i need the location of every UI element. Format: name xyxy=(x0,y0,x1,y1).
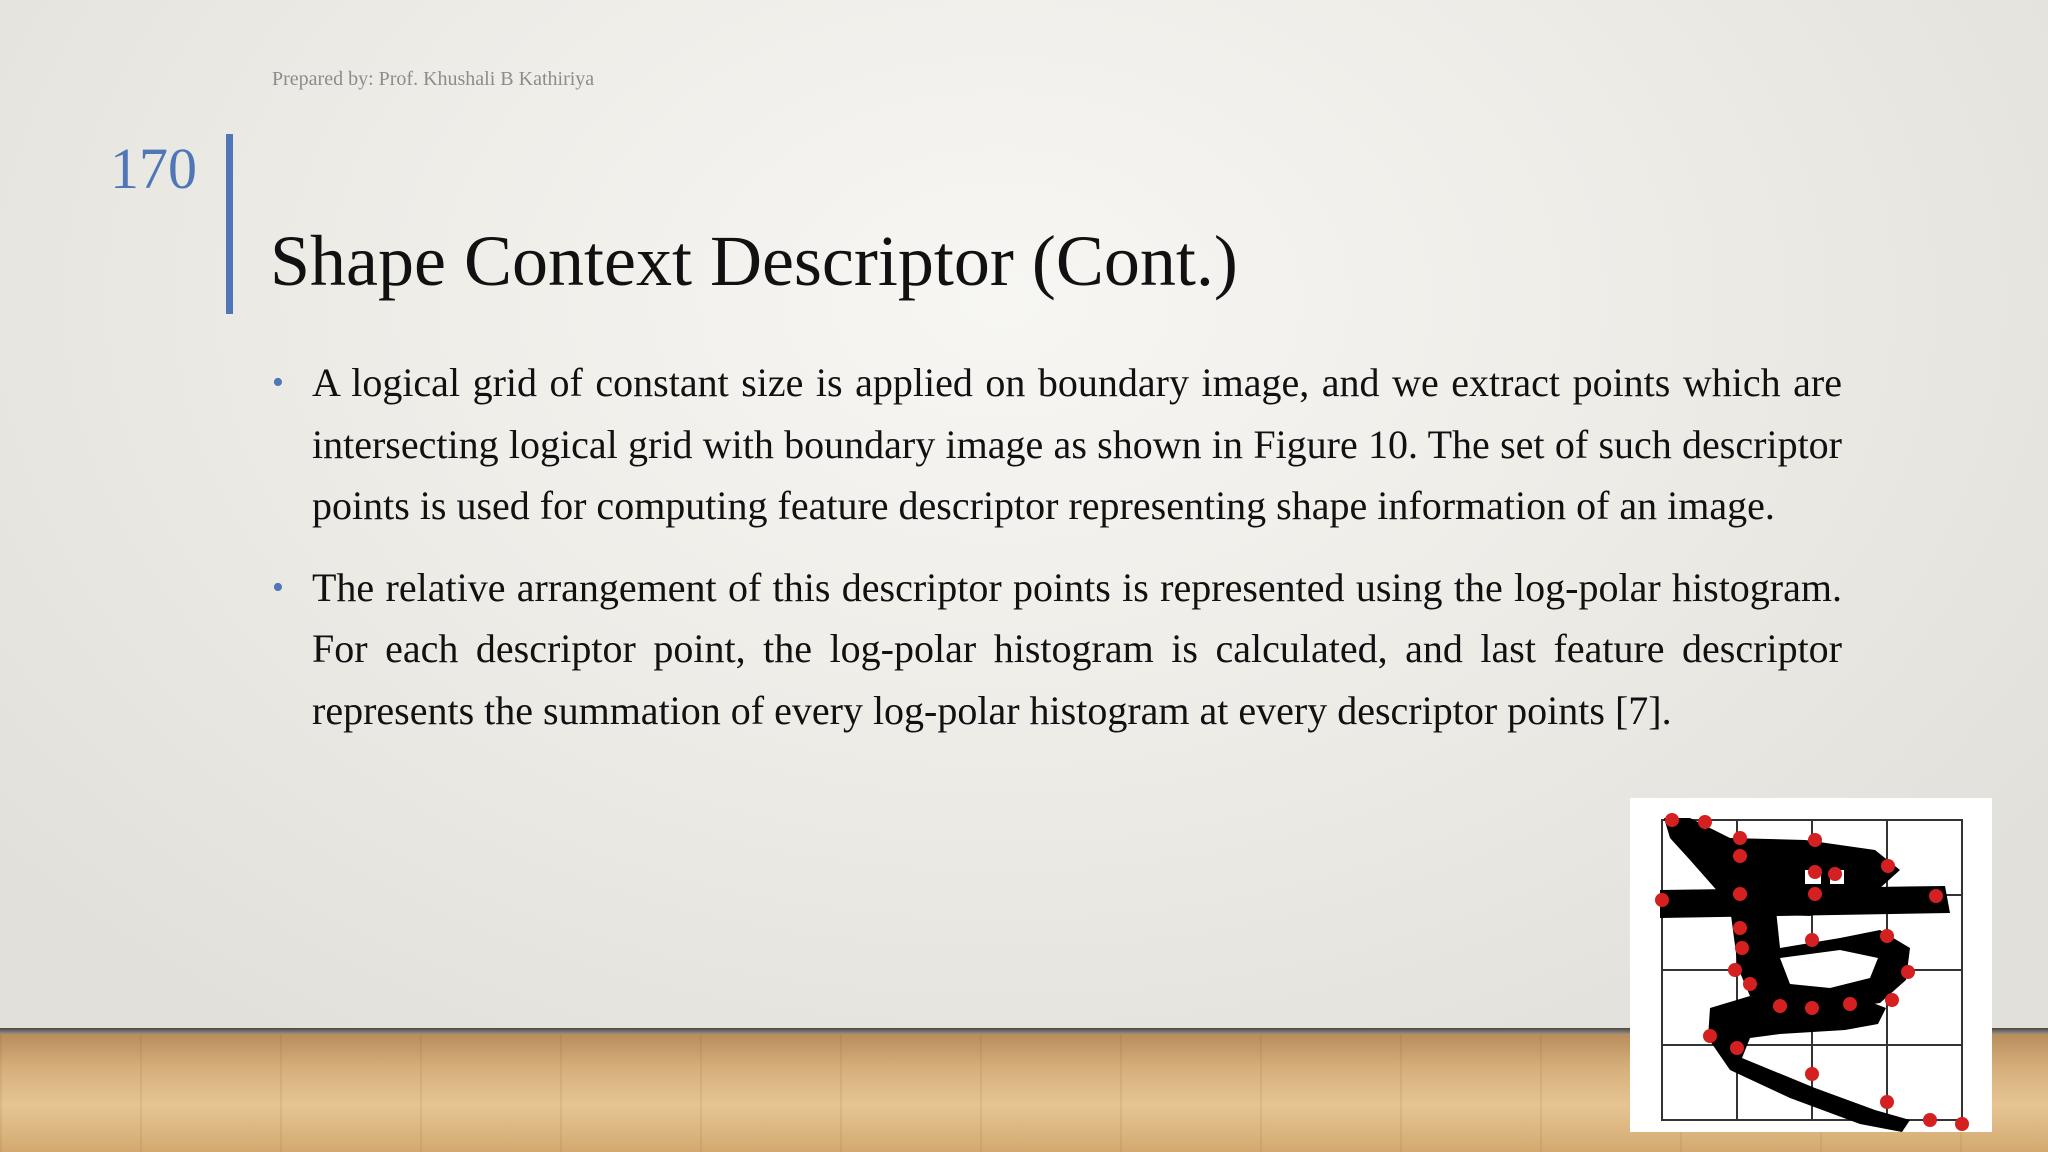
bullet-text-2: The relative arrangement of this descriptor points is represented using the log-polar histogram. For each descriptor point, the log-polar histogram is calculated, and last feature descriptor represents the summation of every log-polar histogram at every descriptor points [7]. xyxy=(312,564,1842,733)
bullet-item-1 xyxy=(272,352,1842,537)
rupee-grid-descriptor-figure xyxy=(1630,798,1992,1132)
slide-number: 170 xyxy=(110,136,197,201)
shape-context-figure xyxy=(1630,798,1992,1132)
title-accent-bar xyxy=(226,134,233,314)
bullet-dot-icon: • xyxy=(272,568,284,606)
bullet-item-2 xyxy=(272,557,1842,742)
bullet-text-1: A logical grid of constant size is applied on boundary image, and we extract points which are intersecting logical grid with boundary image as shown in Figure 10. The set of such descriptor points is used for computing feature descriptor representing shape information of an image. xyxy=(312,360,1842,528)
bullet-list xyxy=(272,352,1842,761)
slide-title: Shape Context Descriptor (Cont.) xyxy=(270,221,1238,301)
prepared-by-text: Prepared by: Prof. Khushali B Kathiriya xyxy=(272,68,595,90)
bullet-dot-icon: • xyxy=(272,364,284,401)
